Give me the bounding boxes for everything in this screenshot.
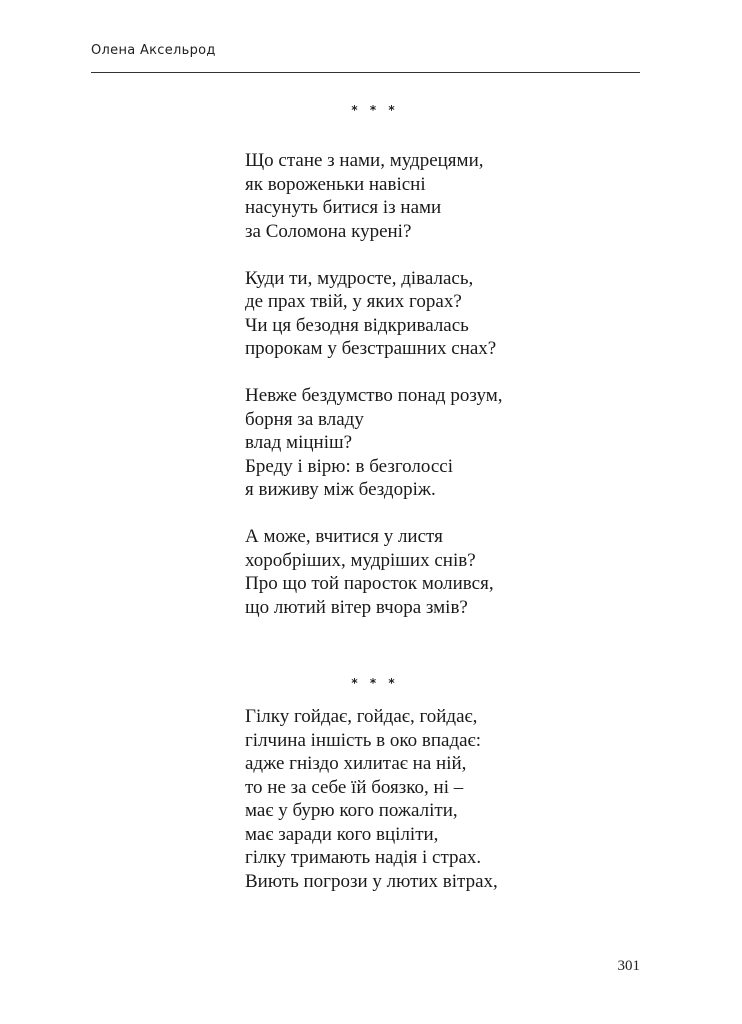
stanza	[245, 149, 502, 243]
poem-line: як вороженьки навісні	[245, 173, 426, 195]
poem-line: Гілку гойдає, гойдає, гойдає,	[245, 706, 478, 727]
poem-line: хоробріших, мудріших снів?	[245, 549, 476, 571]
poem-line: Куди ти, мудросте, дівалась,	[245, 267, 474, 289]
section-separator: * * *	[351, 676, 399, 690]
stanza	[245, 705, 498, 893]
poem-line: Про що той паросток молився,	[245, 573, 494, 594]
poem-2	[245, 705, 498, 917]
poem-line: адже гніздо хилитає на ній,	[245, 753, 467, 774]
running-head-author: Олена Аксельрод	[91, 43, 216, 58]
header-rule	[91, 72, 640, 73]
poem-line: насунуть битися із нами	[245, 197, 442, 218]
poem-line: влад міцніш?	[245, 432, 353, 453]
poem-line: пророкам у безстрашних снах?	[245, 338, 497, 359]
poem-line: Що стане з нами, мудрецями,	[245, 150, 484, 171]
poem-line: Невже бездумство понад розум,	[245, 385, 503, 406]
poem-line: має заради кого вціліти,	[245, 823, 439, 845]
poem-line: за Соломона курені?	[245, 220, 412, 242]
stanza	[245, 267, 502, 361]
poem-line: має у бурю кого пожаліти,	[245, 800, 458, 821]
poem-line: Бреду і вірю: в безголоссі	[245, 455, 453, 477]
poem-line: що лютий вітер вчора змів?	[245, 596, 468, 618]
section-separator: * * *	[351, 103, 399, 117]
stanza	[245, 384, 502, 502]
page-number: 301	[617, 958, 640, 974]
poem-line: борня за владу	[245, 408, 364, 430]
poem-line: Виють погрози у лютих вітрах,	[245, 870, 498, 892]
poem-line: то не за себе їй боязко, ні –	[245, 776, 464, 798]
poem-line: я виживу між бездоріж.	[245, 479, 436, 500]
stanza	[245, 525, 502, 619]
poem-line: гілчина іншість в око впадає:	[245, 729, 481, 751]
poem-line: Чи ця безодня відкривалась	[245, 314, 469, 336]
poem-1	[245, 149, 502, 643]
poem-line: де прах твій, у яких горах?	[245, 291, 462, 312]
poem-line: гілку тримають надія і страх.	[245, 847, 482, 868]
poem-line: А може, вчитися у листя	[245, 526, 443, 547]
